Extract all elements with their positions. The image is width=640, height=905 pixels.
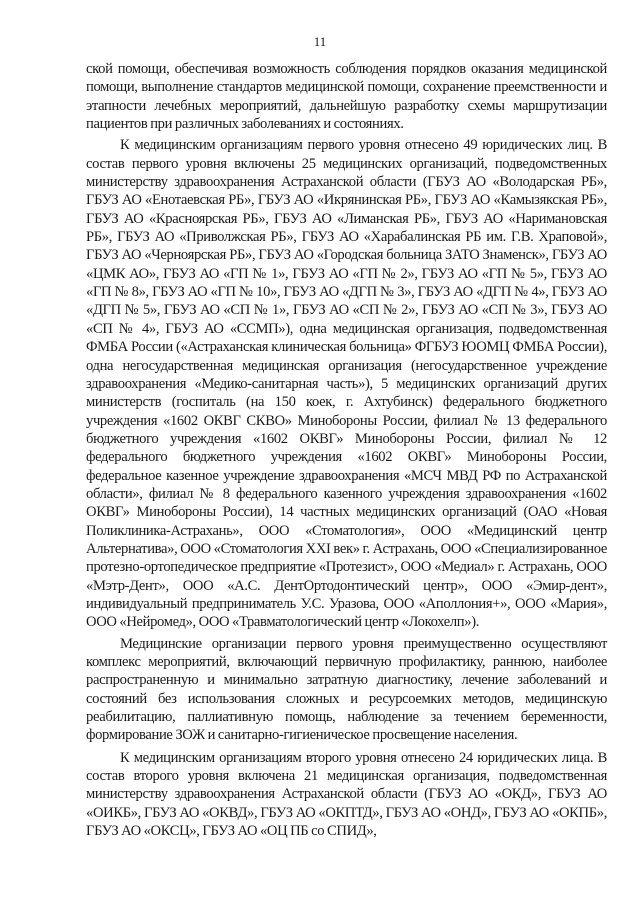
paragraph-continuation: ской помощи, обеспечивая возможность соблюдения порядков оказания медицинской помощи, выполнение стандартов медицинской помощи, сохранение преемственности и этапности лечебных мероприятий, дальнейшую разработку схемы маршрутизации пациентов при различных заболеваниях и состояниях.: [86, 61, 607, 133]
paragraph-first-level: К медицинским организациям первого уровня отнесено 49 юридических лиц. В состав первого уровня включены 25 медицинских организаций, подведомственных министерству здравоохранения Астраханской области (ГБУЗ АО «Володарская РБ», ГБУЗ АО «Енотаевская РБ», ГБУЗ АО «Икрянинская РБ», ГБУЗ АО «Камызякская РБ», ГБУЗ АО «Красноярская РБ», ГБУЗ АО «Лиманская РБ», ГБУЗ АО «Наримановская РБ», ГБУЗ АО «Приволжская РБ», ГБУЗ АО «Харабалинская РБ им. Г.В. Храповой», ГБУЗ АО «Черноярская РБ», ГБУЗ АО «Городская больница ЗАТО Знаменск», ГБУЗ АО «ЦМК АО», ГБУЗ АО «ГП № 1», ГБУЗ АО «ГП № 2», ГБУЗ АО «ГП № 5», ГБУЗ АО «ГП № 8», ГБУЗ АО «ГП № 10», ГБУЗ АО «ДГП № 3», ГБУЗ АО «ДГП № 4», ГБУЗ АО «ДГП № 5», ГБУЗ АО «СП № 1», ГБУЗ АО «СП № 2», ГБУЗ АО «СП № 3», ГБУЗ АО «СП № 4», ГБУЗ АО «ССМП»), одна медицинская организация, подведомственная ФМБА России («Астраханская клиническая больница» ФГБУЗ ЮОМЦ ФМБА России), одна негосударственная медицинская организация (негосударственное учреждение здравоохранения «Медико-санитарная часть»), 5 медицинских организаций других министерств (госпиталь (на 150 коек, г. Ахтубинск) федерального бюджетного учреждения «1602 ОКВГ СКВО» Минобороны России, филиал № 13 федерального бюджетного учреждения «1602 ОКВГ» Минобороны России, филиал № 12 федерального бюджетного учреждения «1602 ОКВГ» Минобороны России, федеральное казенное учреждение здравоохранения «МСЧ МВД РФ по Астраханской области», филиал № 8 федерального казенного учреждения здравоохранения «1602 ОКВГ» Минобороны России), 14 частных медицинских организаций (ОАО «Новая Поликлиника-Астрахань», ООО «Стоматология», ООО «Медицинский центр Альтернатива», ООО «Стоматология XXI век» г. Астрахань, ООО «Специализированное протезно-ортопедическое предприятие «Протезист», ООО «Медиал» г. Астрахань, ООО «Мэтр-Дент», ООО «А.С. ДентОртодонтический центр», ООО «Эмир-дент», индивидуальный предприниматель У.С. Уразова, ООО «Аполлония+», ООО «Мария», ООО «Нейромед», ООО «Травматологический центр «Локохелп»).: [86, 137, 607, 631]
paragraph-first-level-functions: Медицинские организации первого уровня преимущественно осуществляют комплекс мероприятий, включающий первичную профилактику, раннюю, наиболее распространенную и минимально затратную диагностику, лечение заболеваний и состояний без использования сложных и ресурсоемких методов, медицинскую реабилитацию, паллиативную помощь, наблюдение за течением беременности, формирование ЗОЖ и санитарно-гигиеническое просвещение населения.: [86, 635, 607, 744]
page-number: 11: [313, 34, 327, 49]
paragraph-second-level: К медицинским организациям второго уровня отнесено 24 юридических лица. В состав второго уровня включена 21 медицинская организация, подведомственная министерству здравоохранения Астраханской области (ГБУЗ АО «ОКД», ГБУЗ АО «ОИКБ», ГБУЗ АО «ОКВД», ГБУЗ АО «ОКПТД», ГБУЗ АО «ОНД», ГБУЗ АО «ОКПБ», ГБУЗ АО «ОКСЦ», ГБУЗ АО «ОЦ ПБ со СПИД»,: [86, 749, 607, 840]
body-text: [86, 60, 607, 843]
